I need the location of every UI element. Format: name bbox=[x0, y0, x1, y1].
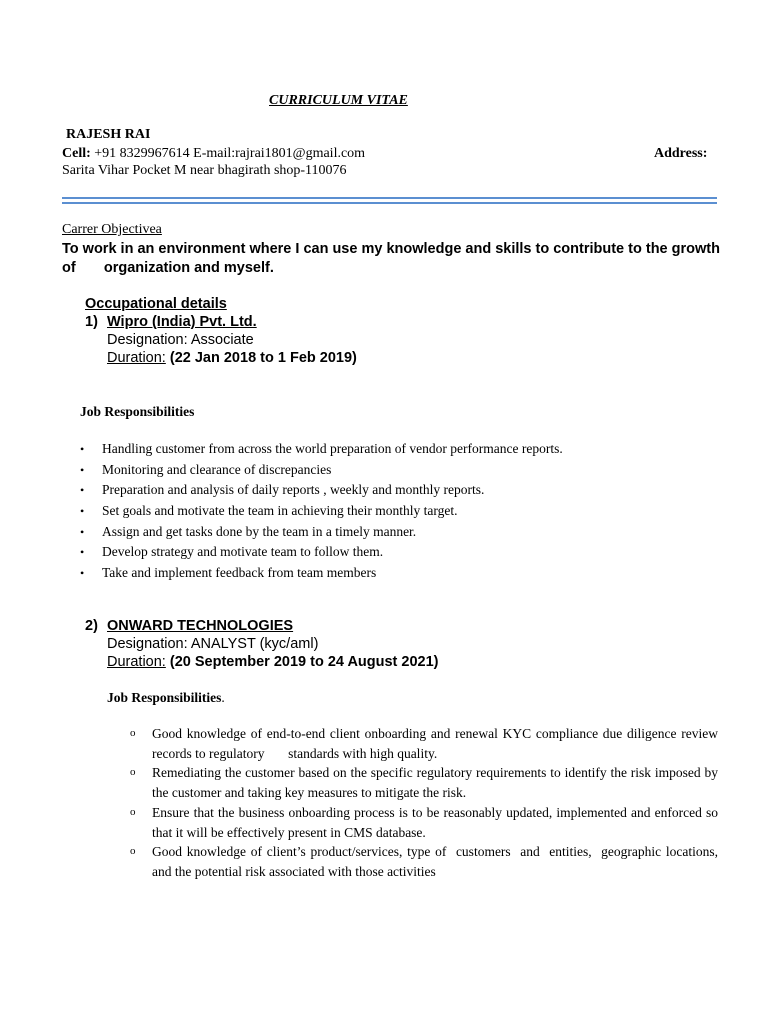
list-item bbox=[130, 763, 718, 802]
bullet-icon: • bbox=[80, 545, 85, 560]
list-item bbox=[80, 460, 563, 481]
bullet-icon: • bbox=[80, 504, 85, 519]
list-item bbox=[80, 480, 563, 501]
list-item bbox=[130, 724, 722, 763]
circle-bullet-icon: o bbox=[130, 766, 136, 779]
bullet-icon: • bbox=[80, 566, 85, 581]
job-2-title bbox=[85, 618, 293, 634]
job-2-duration bbox=[107, 654, 439, 670]
objective-text: To work in an environment where I can use my knowledge and skills to contribute to the growth of organization and myself. bbox=[62, 241, 729, 276]
responsibility-text: Good knowledge of end-to-end client onboarding and renewal KYC compliance due diligence review records to regulatory standards with high quality. bbox=[152, 726, 722, 761]
list-item bbox=[130, 803, 718, 842]
list-item bbox=[80, 563, 563, 584]
job-1-responsibilities-heading: Job Responsibilities bbox=[80, 404, 195, 419]
list-item bbox=[130, 842, 722, 881]
occupational-heading: Occupational details bbox=[85, 296, 227, 312]
cell-label: Cell: bbox=[62, 146, 91, 161]
job-1-designation: Designation: Associate bbox=[107, 332, 254, 348]
address-label: Address: bbox=[654, 146, 708, 161]
job-2-duration-value: (20 September 2019 to 24 August 2021) bbox=[165, 654, 439, 670]
header-divider-bottom bbox=[62, 202, 717, 204]
job-2-company: ONWARD TECHNOLOGIES bbox=[107, 618, 294, 634]
circle-bullet-icon: o bbox=[130, 727, 136, 739]
responsibility-text: Remediating the customer based on the specific regulatory requirements to identify the risk imposed by the customer and taking key measures to mitigate the risk. bbox=[152, 765, 718, 801]
header-divider-top bbox=[62, 197, 717, 199]
bullet-icon: • bbox=[80, 524, 85, 539]
responsibility-text: Develop strategy and motivate team to follow them. bbox=[102, 544, 384, 560]
responsibility-text: Ensure that the business onboarding process is to be reasonably updated, implemented and enforced so that it will be effectively present in CMS database. bbox=[152, 804, 718, 840]
bullet-icon: • bbox=[80, 442, 85, 456]
responsibility-text: Handling customer from across the world preparation of vendor performance reports. bbox=[102, 441, 563, 456]
job-1-responsibilities-list bbox=[80, 439, 563, 584]
responsibility-text: Set goals and motivate the team in achieving their monthly target. bbox=[102, 503, 458, 519]
circle-bullet-icon: o bbox=[130, 805, 136, 818]
responsibility-text: Take and implement feedback from team members bbox=[102, 565, 377, 581]
job-1-company: Wipro (India) Pvt. Ltd. bbox=[107, 314, 257, 330]
cell-email-value: +91 8329967614 E-mail:rajrai1801@gmail.com bbox=[90, 146, 366, 161]
bullet-icon: • bbox=[80, 462, 85, 477]
contact-line bbox=[62, 146, 365, 162]
job-2-number: 2) bbox=[85, 618, 98, 634]
document-title: CURRICULUM VITAE bbox=[269, 93, 408, 108]
bullet-icon: • bbox=[80, 483, 85, 498]
job-1-duration-value: (22 Jan 2018 to 1 Feb 2019) bbox=[165, 350, 357, 366]
job-2-responsibilities-list bbox=[130, 724, 722, 882]
candidate-name: RAJESH RAI bbox=[66, 127, 151, 142]
job-1-title bbox=[85, 314, 257, 330]
responsibility-text: Good knowledge of client’s product/services, type of customers and entities, geographic locations, and the potential risk associated with those activities bbox=[152, 844, 722, 879]
list-item bbox=[80, 501, 563, 522]
list-item bbox=[80, 439, 563, 460]
responsibility-text: Assign and get tasks done by the team in a timely manner. bbox=[102, 523, 417, 539]
job-1-duration-label: Duration: bbox=[107, 350, 166, 366]
objective-heading: Carrer Objectivea bbox=[62, 222, 162, 237]
job-1-number: 1) bbox=[85, 314, 98, 330]
heading-period: . bbox=[221, 690, 225, 705]
responsibility-text: Preparation and analysis of daily reports , weekly and monthly reports. bbox=[102, 482, 485, 498]
circle-bullet-icon: o bbox=[130, 845, 136, 858]
job-2-designation: Designation: ANALYST (kyc/aml) bbox=[107, 636, 319, 652]
job-2-responsibilities-heading bbox=[107, 690, 225, 706]
responsibility-text: Monitoring and clearance of discrepancies bbox=[102, 461, 332, 477]
job-1-duration bbox=[107, 350, 357, 366]
job-2-responsibilities-heading-text: Job Responsibilities bbox=[107, 690, 222, 705]
list-item bbox=[80, 522, 563, 543]
address-value: Sarita Vihar Pocket M near bhagirath shop-110076 bbox=[62, 163, 347, 178]
job-2-duration-label: Duration: bbox=[107, 654, 166, 670]
list-item bbox=[80, 542, 563, 563]
